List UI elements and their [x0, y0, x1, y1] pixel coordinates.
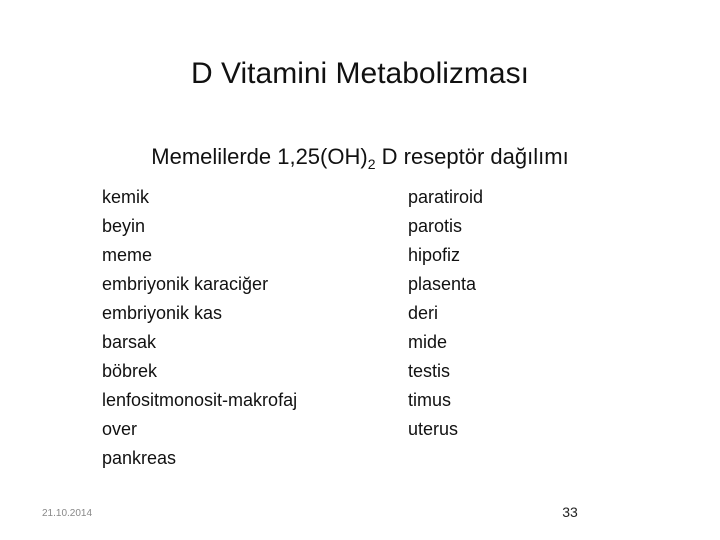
list-item: testis — [408, 361, 451, 381]
list-item: embriyonik kas — [102, 303, 223, 323]
subtitle-prefix: Memelilerde 1,25(OH) — [151, 144, 368, 169]
page-number: 33 — [562, 504, 578, 520]
list-item: kemik — [102, 187, 150, 207]
list-item: beyin — [102, 216, 146, 236]
tissue-list-right — [408, 183, 483, 444]
list-item: pankreas — [102, 448, 177, 468]
list-item: hipofiz — [408, 245, 461, 265]
subtitle-subscript: 2 — [367, 156, 376, 172]
list-item: timus — [408, 390, 452, 410]
subtitle-suffix: D reseptör dağılımı — [375, 144, 569, 169]
list-item: over — [102, 419, 138, 439]
list-item: meme — [102, 245, 153, 265]
list-item: barsak — [102, 332, 157, 352]
list-item: deri — [408, 303, 439, 323]
tissue-list-left — [102, 183, 297, 473]
list-item: mide — [408, 332, 448, 352]
list-item: lenfositmonosit-makrofaj — [102, 390, 298, 410]
list-item: paratiroid — [408, 187, 484, 207]
list-item: parotis — [408, 216, 463, 236]
list-item: böbrek — [102, 361, 158, 381]
list-item: uterus — [408, 419, 459, 439]
list-item: embriyonik karaciğer — [102, 274, 269, 294]
slide-subtitle — [0, 142, 720, 172]
slide-title: D Vitamini Metabolizması — [191, 57, 529, 90]
list-item: plasenta — [408, 274, 477, 294]
footer-date: 21.10.2014 — [42, 508, 93, 519]
